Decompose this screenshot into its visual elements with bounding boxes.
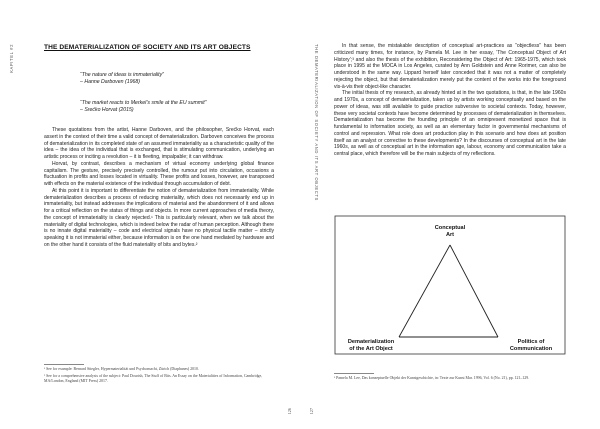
quote-horvat [80,100,280,114]
right-footnotes [334,376,566,381]
footnote-1: ¹ See for example: Bernard Stiegler, Hypermaterialität und Psychomacht, Zürich (Diaphanes) 2010. [44,367,199,371]
left-paragraph-3: At this point it is important to differentiate the notion of dematerialization from immateriality. While dematerialization describes a process of reducing materiality, which does not necessarily end up in immateriality, but instead addresses the implications of material and the abandonment of it and allows for a critical reflection on the status of things and objects. In more current approaches of media theory, the concept of immateriality is clearly rejected.¹ This is particularly relevant, when we talk about the materiality of digital technologies, which is indeed below the radar of human perception. Although there is no innate digital materiality – code and electrical signals have no physical tactile matter – strictly speaking it is not immaterial either, because information is on the one hand mediated by hardware and on the other hand it consists of the fluid materiality of bits and bytes.² [44,187,274,248]
right-paragraph-2: The initial thesis of my research, as already hinted at in the two quotations, is that, in the late 1960s and 1970s, a concept of dematerialization, taken up by artists working conceptually and based on the power of ideas, was still available to guide practice subversive to societal contexts. Today, however, these very societal contexts have become determined by processes of dematerialization in themselves. Dematerialization has become the founding principle of an omnipresent monetized space that is fundamental to information society, as well as an elementary factor in governmental mechanisms of control and repression. What role does art production play in this scenario and how does art position itself as an analyst or corrective to these developments? In the discourses of conceptual art in the late 1960s, as well as of conceptual art in the information age, labour, economy and communication take a central place, which therefore will be the main subjects of my reflections. [334,90,566,157]
left-paragraph-2: Horvat, by contrast, describes a mechanism of virtual economy underlying global finance capitalism. The gesture, precisely precisely controlled, the rumour put into circulation, occasions a fluctuation in profits and losses located in virtuality. These profits and losses, however, are transposed with effects on the material existence of the individual through accumulation of debt. [44,160,274,187]
left-footnotes [44,367,274,385]
right-body-text [334,43,566,158]
diagram-top-line-2: Art [445,231,455,238]
left-body-text [44,127,274,249]
right-footnote-rule [334,373,374,374]
quote-darboven-author: – Hanne Darboven (1968) [80,79,140,85]
diagram-left-line-2: of the Art Object [349,345,393,352]
quote-darboven-text: “The nature of ideas is immateriality” [80,72,164,78]
diagram-top-line-1: Conceptual [434,225,466,231]
diagram-node-politics [496,339,566,352]
left-paragraph-1: These quotations from the artist, Hanne Darboven, and the philosopher, Srećko Horvat, each assert in the context of their time a valid concept of dematerialization. Darboven conceives the process of dematerialization in its completed state of an assumed immateriality as a characteristic quality of the idea – the idea of the individual that is exchanged, that is stimulating communication, underlying an artistic process or inciting a revolution – it is fleeting, impalpable; it can withdraw. [44,127,274,160]
page-number-left: 126 [287,408,292,415]
concept-diagram [334,215,566,355]
diagram-right-line-1: Politics of [517,339,545,345]
diagram-node-dematerialization [336,339,406,352]
left-footnote-rule [44,364,84,365]
chapter-title: THE DEMATERIALIZATION OF SOCIETY AND ITS ART OBJECTS [44,44,251,51]
running-head-right: THE DEMATERIALIZATION OF SOCIETY AND ITS ART OBJECTS [314,44,319,201]
diagram-left-line-1: Dematerialization [347,339,395,345]
quote-horvat-text: “The market reacts to Merkel’s smile at the EU summit” [80,100,207,106]
diagram-node-conceptual-art [410,225,490,238]
diagram-right-line-2: Communication [509,345,553,352]
running-head-left: KAPITEL #2 [9,44,14,73]
page-number-right: 127 [309,408,314,415]
right-paragraph-1: In that sense, the mistakable description of conceptual art-practices as “objectless” has been criticized many times, for instance, by Pamela M. Lee in her essay, ‘The Conceptual Object of Art History’;³ and also the thesis of the exhibition, Reconsidering the Object of Art: 1965-1975, which took place in 1995 at the MOCA in Los Angeles, curated by Ann Goldstein and Anne Rorimer, can also be understood in the same way. Lippard herself later conceded that it was not a matter of completely rejecting the object, but that dematerialization merely put the content of the works into the foreground vis-à-vis their object-like character. [334,43,566,90]
quote-darboven [80,72,280,86]
footnote-2: ² See for a comprehensive analysis of the subject: Paul Dourish, The Stuff of Bits. An Essay on the Materialities of Information, Cambridge, MA/London, England (MIT Press) 2017. [44,374,263,384]
footnote-3: ³ Pamela M. Lee, Das konzeptuelle Objekt der Kunstgeschichte, in: Texte zur Kunst Mar. 1996, Vol. 6 (No. 21), pp. 121–129. [334,376,530,380]
quote-horvat-author: – Srećko Horvat (2015) [80,107,134,113]
